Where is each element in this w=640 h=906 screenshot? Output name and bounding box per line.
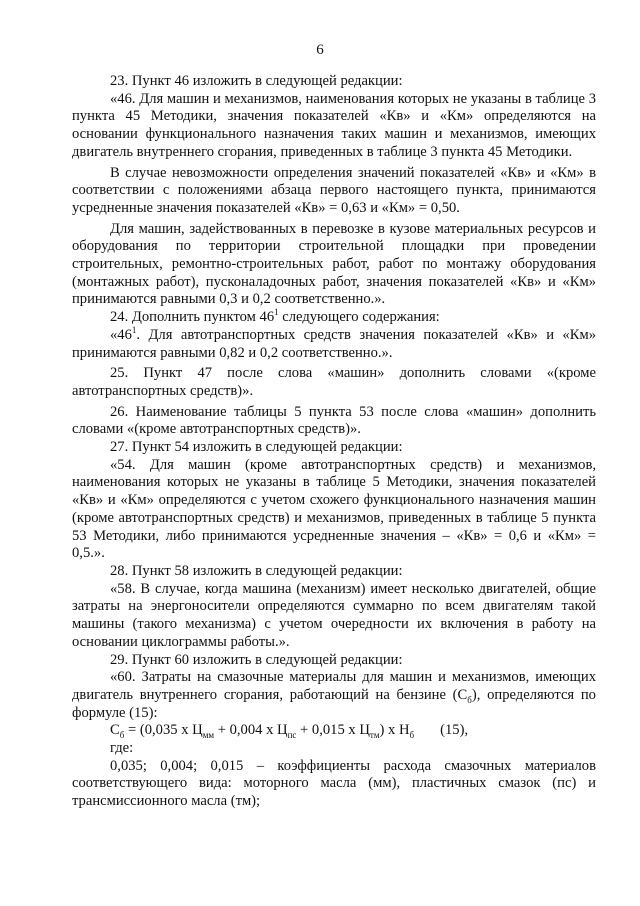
paragraph: 28. Пункт 58 изложить в следующей редакции: (110, 562, 403, 579)
paragraph: 24. Дополнить пунктом $46^1$ следующего содержания: (110, 307, 440, 326)
paragraph: 29. Пункт 60 изложить в следующей редакции: (110, 651, 403, 668)
document-body (72, 73, 596, 811)
paragraph: «58. В случае, когда машина (механизм) имеет несколько двигателей, общие затраты на энергоносители определяются суммарно по всем двигателям такой машины (такого механизма) с учетом очередности их включения в работу на основании циклограммы работы.». (72, 580, 596, 650)
formula-15: $С_б = (0,035$ х $Ц_{мм} + 0,004$ х $Ц_{пс} + 0,015$ х $Ц_{тм}$) х $Н_б$ (15), (110, 722, 469, 741)
paragraph: 25. Пункт 47 после слова «машин» дополнить словами «(кроме автотранспортных средств)». (72, 365, 596, 399)
superscript: 1 (131, 324, 137, 335)
superscript: 1 (274, 307, 279, 318)
paragraph: 0,035; 0,004; 0,015 – коэффициенты расхода смазочных материалов соответствующего вида: моторного масла (мм), пластичных смазок (пс) и трансмиссионного масла (тм); (72, 757, 596, 810)
paragraph: В случае невозможности определения значений показателей «Кв» и «Км» в соответствии с положениями абзаца первого настоящего пункта, принимаются усредненные значения показателей «Кв» = 0,63 и «Км» = 0,50. (72, 164, 596, 216)
paragraph: 26. Наименование таблицы 5 пункта 53 после слова «машин» дополнить словами «(кроме автотранспортных средств)». (72, 403, 596, 438)
page-number: 6 (316, 42, 324, 58)
paragraph: «$46^1$. Для автотранспортных средств значения показателей «Кв» и «Км» принимаются равными 0,82 и 0,2 соответственно.». (72, 324, 596, 361)
paragraph: 23. Пункт 46 изложить в следующей редакции: (110, 73, 403, 89)
paragraph: 27. Пункт 54 изложить в следующей редакции: (110, 439, 403, 456)
paragraph: Для машин, задействованных в перевозке в кузове материальных ресурсов и оборудования по территории строительной площадки при проведении строительных, ремонтно-строительных работ, работ по монтажу оборудования (монтажных работ), пусконаладочных работ, значения показателей «Кв» и «Км» принимаются равными 0,3 и 0,2 соответственно.». (72, 220, 596, 308)
paragraph: «46. Для машин и механизмов, наименования которых не указаны в таблице 3 пункта 45 Методики, значения показателей «Кв» и «Км» определяются на основании функционального назначения таких машин и механизмов, имеющих двигатель внутреннего сгорания, приведенных в таблице 3 пункта 45 Методики. (72, 90, 596, 160)
paragraph: где: (110, 740, 134, 757)
paragraph: «54. Для машин (кроме автотранспортных средств) и механизмов, наименования которых не указаны в таблице 5 Методики, значения показателей «Кв» и «Км» определяются с учетом схожего функционального назначения машин (кроме автотранспортных средств) и механизмов, приведенных в таблице 5 пункта 53 Методики, либо принимаются усредненные значения – «Кв» = 0,6 и «Км» = 0,5.». (72, 456, 596, 562)
paragraph: «60. Затраты на смазочные материалы для машин и механизмов, имеющих двигатель внутреннего сгорания, работающий на бензине $(С_б)$, определяются по формуле (15): (72, 669, 596, 721)
formula-number: (15), (440, 722, 469, 739)
